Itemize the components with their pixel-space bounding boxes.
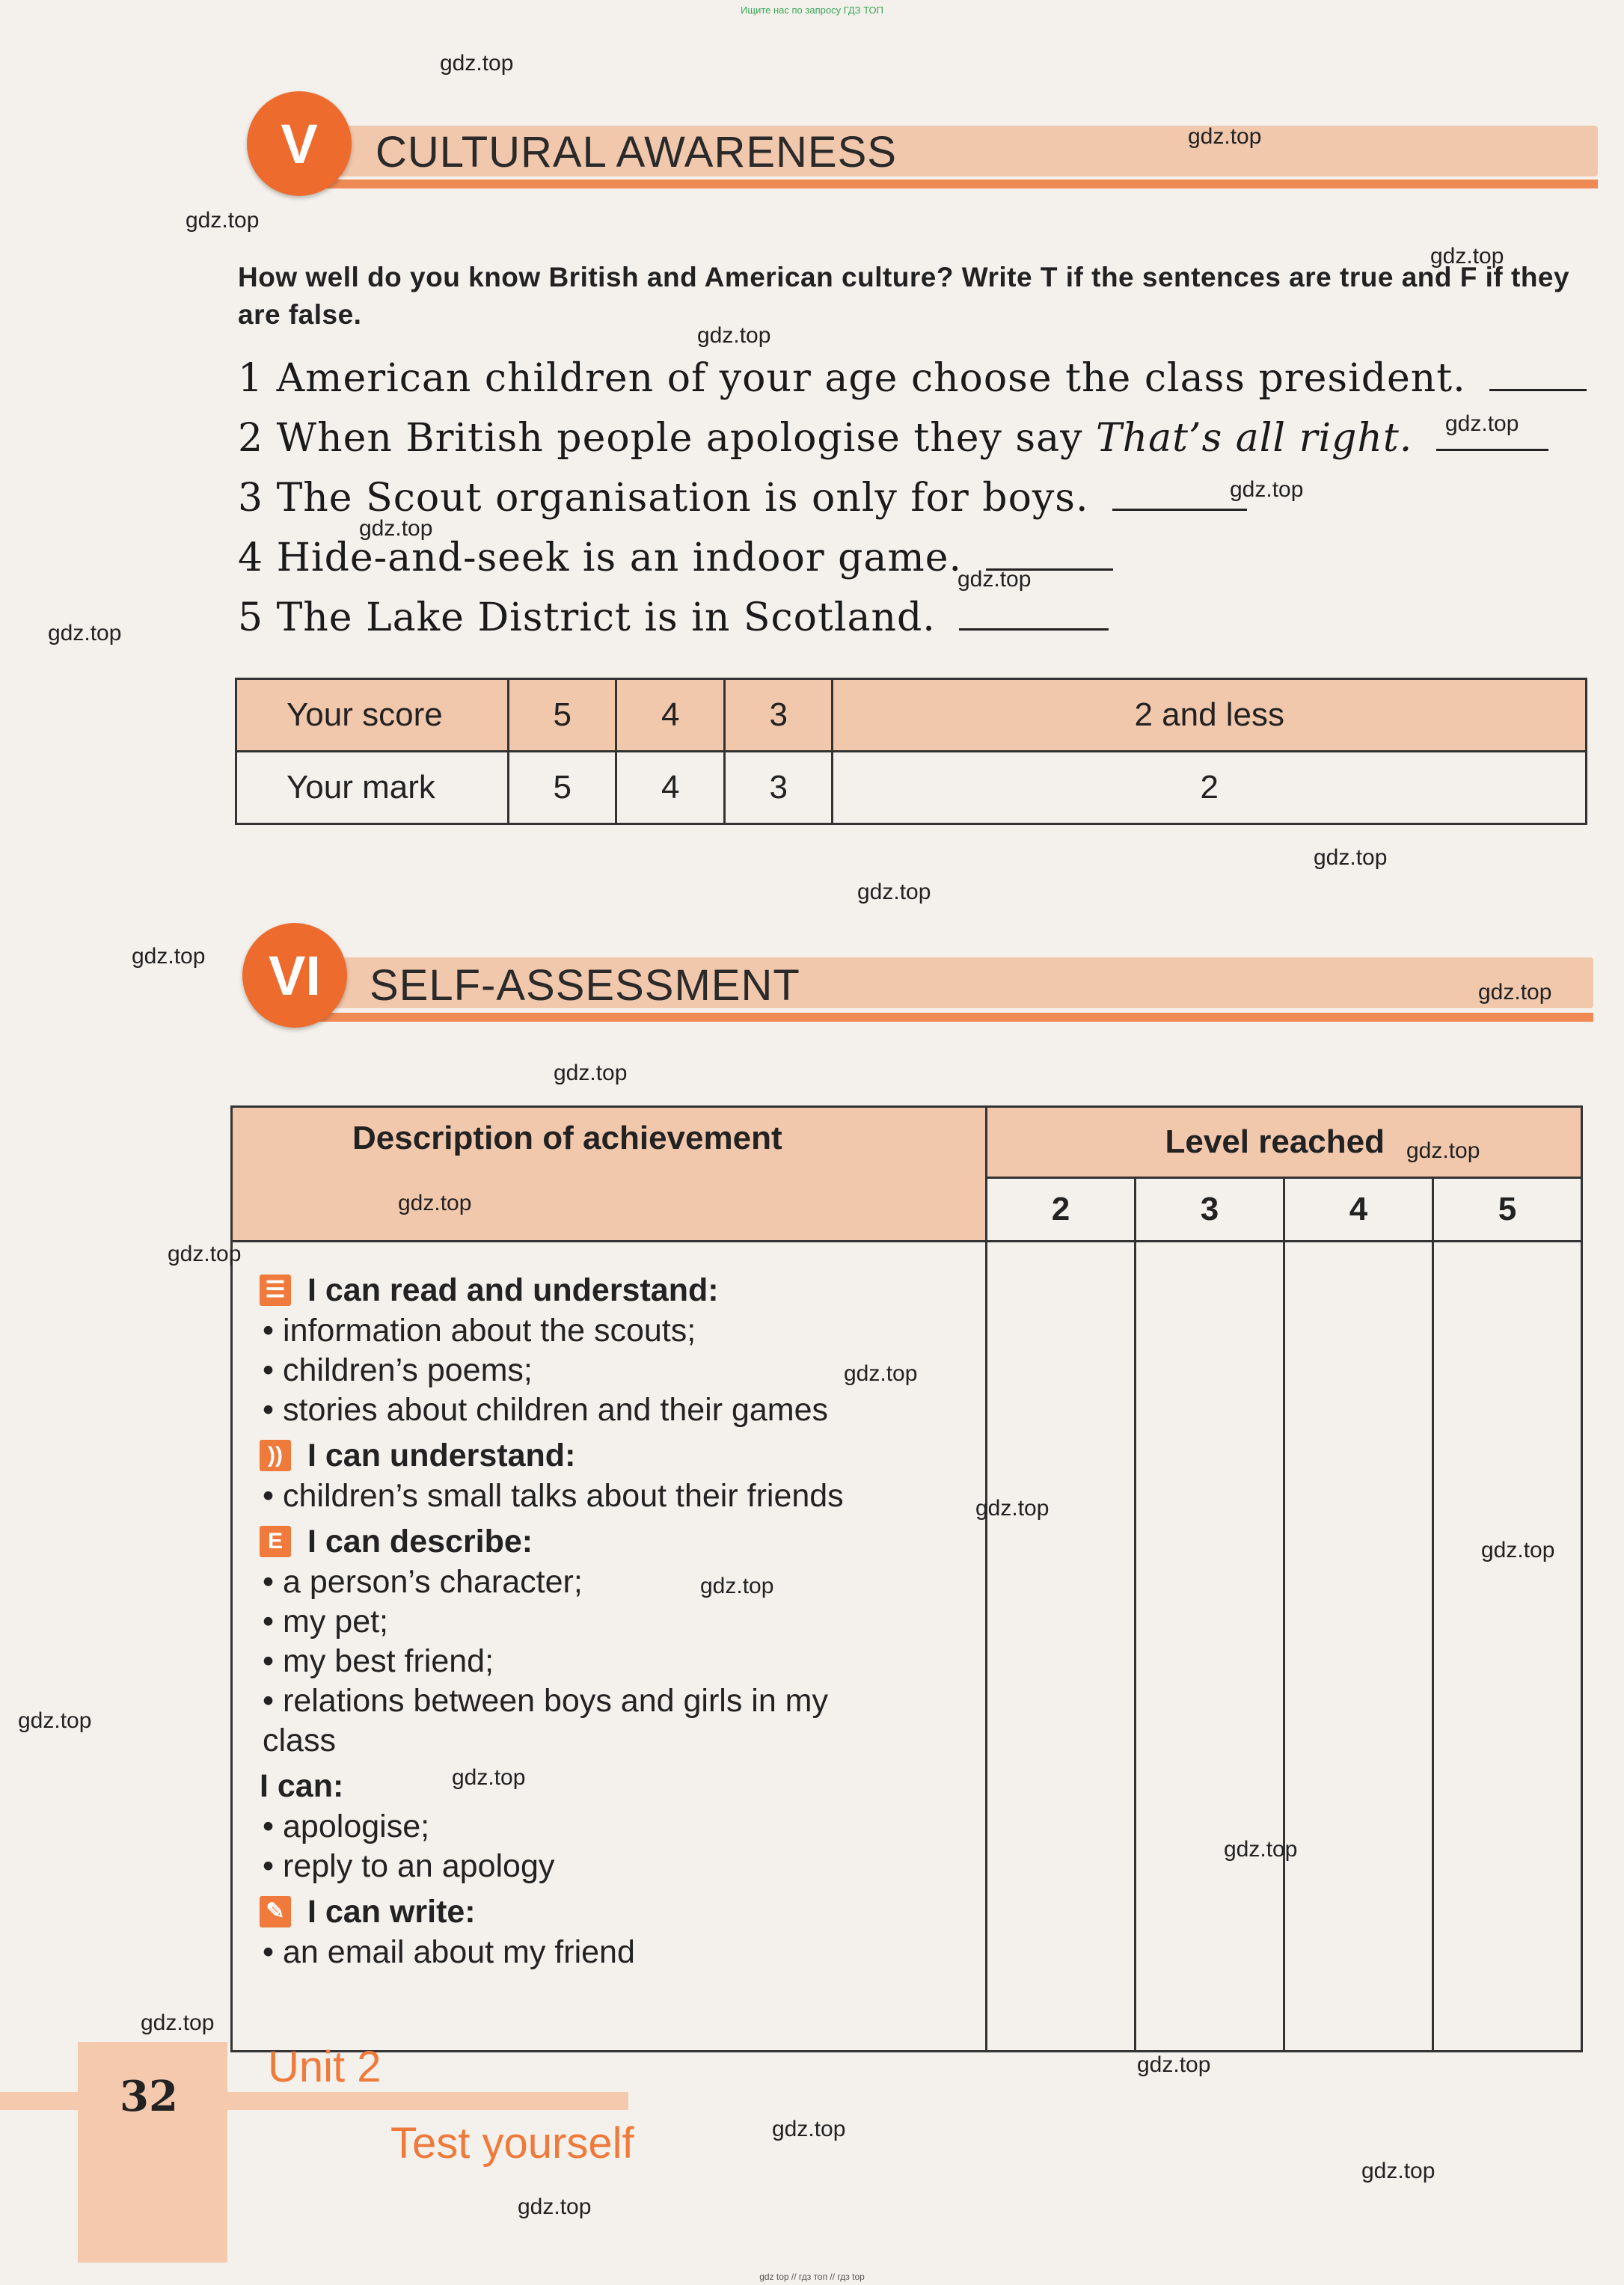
level-5-cell[interactable] — [1433, 1242, 1582, 2052]
watermark: gdz.top — [141, 2011, 215, 2035]
watermark: gdz.top — [398, 1191, 472, 1215]
mark-cell: 5 — [509, 752, 616, 824]
footer-stripe — [0, 2092, 628, 2110]
watermark: gdz.top — [168, 1242, 242, 1266]
list-item: • children’s poems; — [260, 1351, 970, 1390]
list-item: • an email about my friend — [260, 1933, 970, 1972]
writing-icon: ✎ — [260, 1896, 291, 1927]
watermark: gdz.top — [857, 880, 931, 904]
section-vi-badge: VI — [242, 923, 347, 1028]
description-header: Description of achievement — [232, 1107, 987, 1242]
watermark: gdz.top — [554, 1061, 628, 1085]
section-v-title: CULTURAL AWARENESS — [376, 128, 897, 177]
section-v-badge: V — [247, 91, 352, 196]
mark-label: Your mark — [236, 752, 509, 824]
watermark: gdz.top — [1445, 411, 1519, 436]
watermark: gdz.top — [957, 567, 1032, 592]
score-table — [235, 678, 1587, 825]
watermark: gdz.top — [186, 208, 260, 233]
answer-blank-5[interactable] — [959, 598, 1109, 631]
level-4-cell[interactable] — [1284, 1242, 1433, 2052]
watermark: gdz.top — [132, 944, 206, 969]
watermark: gdz.top — [48, 621, 122, 645]
mark-cell: 4 — [616, 752, 724, 824]
self-assessment-table — [230, 1105, 1583, 2052]
watermark: gdz.top — [844, 1361, 918, 1386]
level-2: 2 — [987, 1178, 1136, 1242]
watermark: gdz.top — [518, 2194, 592, 2219]
group-listening — [260, 1435, 970, 1476]
statement-number: 3 — [238, 476, 264, 521]
watermark: gdz.top — [1224, 1837, 1298, 1862]
top-banner: Ищите нас по запросу ГДЗ ТОП — [741, 4, 883, 16]
list-item-continuation: class — [263, 1723, 336, 1758]
unit-label: Unit 2 — [268, 2043, 382, 2091]
group-speaking — [260, 1521, 970, 1562]
statement-italic-phrase: That’s all right. — [1095, 416, 1413, 461]
statement-5 — [238, 595, 1109, 640]
statement-text: The Scout organisation is only for boys. — [276, 476, 1089, 521]
group-title: I can write: — [307, 1894, 476, 1930]
watermark: gdz.top — [1137, 2052, 1211, 2077]
group-title: I can: — [260, 1768, 344, 1804]
list-item: • my pet; — [260, 1602, 970, 1642]
speaking-icon: E — [260, 1526, 291, 1557]
score-cell: 4 — [616, 679, 724, 752]
statement-2 — [238, 416, 1548, 461]
watermark: gdz.top — [1188, 124, 1262, 149]
watermark: gdz.top — [452, 1765, 526, 1790]
level-2-cell[interactable] — [987, 1242, 1136, 2052]
level-5: 5 — [1433, 1178, 1582, 1242]
statement-3 — [238, 476, 1247, 521]
watermark: gdz.top — [1430, 244, 1504, 269]
statement-number: 5 — [238, 595, 264, 640]
watermark: gdz.top — [440, 51, 514, 76]
watermark: gdz.top — [1406, 1138, 1480, 1163]
statement-number: 2 — [238, 416, 264, 461]
list-item: • children’s small talks about their friends — [260, 1476, 970, 1516]
section-vi-underline — [299, 1013, 1593, 1022]
statement-number: 1 — [238, 356, 264, 401]
list-item: • apologise; — [260, 1807, 970, 1847]
answer-blank-3[interactable] — [1112, 479, 1247, 511]
section-v-underline — [299, 180, 1598, 188]
group-apology — [260, 1765, 970, 1807]
group-reading — [260, 1269, 970, 1311]
level-4: 4 — [1284, 1178, 1433, 1242]
listening-icon: )) — [260, 1440, 291, 1471]
watermark: gdz.top — [772, 2117, 846, 2141]
watermark: gdz.top — [1361, 2159, 1435, 2183]
group-title: I can read and understand: — [307, 1272, 719, 1308]
mark-row — [236, 752, 1587, 824]
statement-1 — [238, 356, 1587, 401]
watermark: gdz.top — [1478, 980, 1552, 1005]
score-row — [236, 679, 1587, 752]
instructions: How well do you know British and American culture? Write T if the sentences are true and F if they are false. — [238, 262, 1570, 330]
statement-number: 4 — [238, 536, 264, 580]
score-cell: 3 — [724, 679, 832, 752]
sa-header-row — [232, 1107, 1582, 1178]
watermark: gdz.top — [700, 1574, 774, 1598]
list-item: • information about the scouts; — [260, 1311, 970, 1351]
score-label: Your score — [236, 679, 509, 752]
answer-blank-4[interactable] — [986, 539, 1113, 571]
level-header: Level reached — [987, 1107, 1582, 1178]
group-title: I can describe: — [307, 1524, 533, 1559]
list-item: • stories about children and their games — [260, 1390, 970, 1430]
list-item: • relations between boys and girls in my — [260, 1681, 970, 1721]
bottom-banner: gdz top // гдз топ // гдз top — [759, 2272, 865, 2282]
level-3: 3 — [1136, 1178, 1284, 1242]
group-title: I can understand: — [307, 1438, 576, 1473]
watermark: gdz.top — [1481, 1538, 1555, 1562]
group-writing — [260, 1891, 970, 1933]
score-cell: 2 and less — [833, 679, 1587, 752]
reading-icon: ☰ — [260, 1275, 291, 1306]
mark-cell: 3 — [724, 752, 832, 824]
statement-text: American children of your age choose the class president. — [276, 356, 1466, 401]
watermark: gdz.top — [697, 323, 771, 348]
answer-blank-1[interactable] — [1489, 359, 1587, 391]
watermark: gdz.top — [359, 516, 433, 541]
test-yourself-label: Test yourself — [390, 2119, 634, 2168]
statement-text: Hide-and-seek is an indoor game. — [276, 536, 963, 580]
list-item: • reply to an apology — [260, 1847, 970, 1886]
statement-text: When British people apologise they say — [276, 416, 1096, 461]
section-vi-title: SELF-ASSESSMENT — [370, 961, 800, 1010]
score-cell: 5 — [509, 679, 616, 752]
mark-cell: 2 — [833, 752, 1587, 824]
list-item: • a person’s character; — [260, 1562, 970, 1602]
watermark: gdz.top — [1230, 477, 1304, 502]
watermark: gdz.top — [1314, 845, 1388, 870]
statement-text: The Lake District is in Scotland. — [276, 595, 936, 640]
watermark: gdz.top — [975, 1496, 1050, 1521]
level-3-cell[interactable] — [1136, 1242, 1284, 2052]
list-item: • my best friend; — [260, 1642, 970, 1681]
page-number: 32 — [120, 2072, 178, 2121]
watermark: gdz.top — [18, 1708, 92, 1733]
